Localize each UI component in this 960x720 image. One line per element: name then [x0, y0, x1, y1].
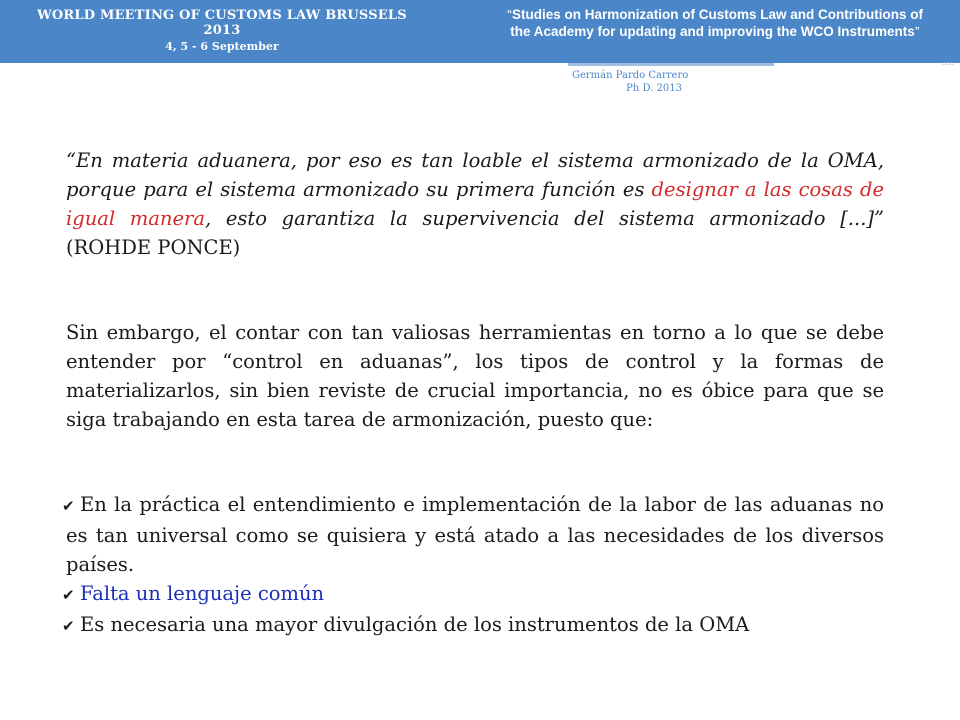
- check-mark-icon: ✔: [62, 497, 75, 515]
- meeting-heading: [22, 8, 422, 53]
- quote-paragraph: [66, 146, 884, 262]
- study-title-line1: Studies on Harmonization of Customs Law and Contributions of: [512, 7, 923, 22]
- bullet-text: Falta un lenguaje común: [80, 582, 325, 605]
- bullet-list: [62, 490, 884, 641]
- quote-attribution: (ROHDE PONCE): [66, 236, 241, 259]
- body-paragraph: Sin embargo, el contar con tan valiosas herramientas en torno a lo que se debe entender por “control en aduanas”, los tipos de control y la formas de materializarlos, sin bien reviste de crucial importancia, no es óbice para que se siga trabajando en esta tarea de armonización, puesto que:: [66, 321, 884, 431]
- study-title: “Studies on Harmonization of Customs Law and Contributions of the Academy for updating and improving the WCO Instruments”: [507, 7, 923, 39]
- meeting-title: WORLD MEETING OF CUSTOMS LAW BRUSSELS 2013: [37, 8, 407, 38]
- author-block: [572, 69, 692, 95]
- author-name: Germán Pardo Carrero: [572, 70, 689, 81]
- slide-content: [62, 146, 884, 641]
- bullet-text: En la práctica el entendimiento e implementación de la labor de las aduanas no es tan universal como se quisiera y está atado a las necesidades de los diversos países.: [66, 493, 884, 576]
- study-title-line2: the Academy for updating and improving the WCO Instruments: [510, 24, 915, 39]
- bullet-item: [62, 490, 884, 579]
- meeting-dates: 4, 5 - 6 September: [165, 40, 279, 53]
- corner-mark: ▫▫▫: [942, 60, 955, 67]
- bullet-text: Es necesaria una mayor divulgación de los instrumentos de la OMA: [80, 613, 750, 636]
- bullet-item: [62, 610, 884, 641]
- bullet-item: [62, 579, 884, 610]
- check-mark-icon: ✔: [62, 617, 75, 635]
- check-mark-icon: ✔: [62, 586, 75, 604]
- header-accent-strip: [568, 63, 774, 66]
- header-bar: [0, 0, 960, 63]
- quote-highlight: designar a las cosas de igual manera: [66, 178, 884, 230]
- author-degree: Ph D. 2013: [626, 83, 682, 94]
- quote-text-before: “En materia aduanera, por eso es tan loable el sistema armonizado de la OMA, porque para el sistema armonizado su primera función es: [66, 149, 884, 201]
- quote-text-after: , esto garantiza la supervivencia del sistema armonizado [...]”: [204, 207, 884, 230]
